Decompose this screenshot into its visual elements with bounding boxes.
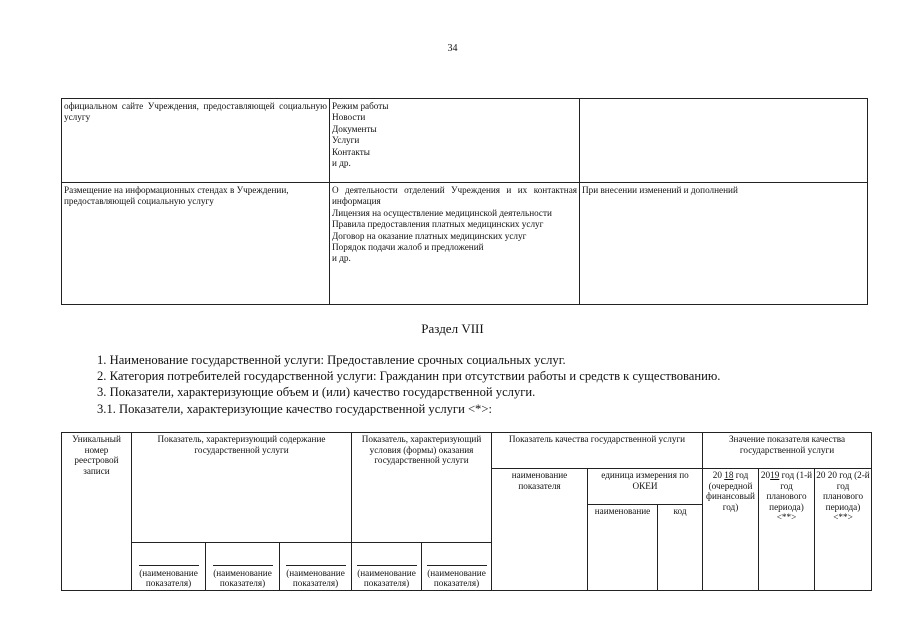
list-item: Лицензия на осуществление медицинской деятельности [332, 207, 552, 218]
year-prefix: 20 [760, 470, 771, 480]
table-row [62, 99, 868, 183]
sub-indicator-label: (наименование показателя) [139, 567, 198, 589]
sub-indicator-cell [206, 543, 280, 591]
year-caption: год (очередной финансовый год) [706, 470, 755, 512]
year-value: 19 [770, 470, 780, 480]
header-unit-name: наименование [588, 505, 658, 591]
header-year-3 [815, 469, 872, 591]
header-value: Значение показателя качества государственной услуги [703, 433, 872, 469]
list-item: Порядок подачи жалоб и предложений [332, 242, 484, 253]
items-list [97, 352, 720, 417]
list-item: Документы [332, 123, 377, 134]
year-caption: год (2-й год планового периода) <**> [822, 470, 870, 523]
list-item: и др. [332, 253, 351, 264]
header-unit: единица измерения по ОКЕИ [588, 469, 703, 505]
list-item: Договор на оказание платных медицинских услуг [332, 230, 527, 241]
header-unique-number: Уникальный номер реестровой записи [62, 433, 132, 591]
header-content: Показатель, характеризующий содержание государственной услуги [132, 433, 352, 543]
year-prefix: 20 [816, 470, 826, 480]
cell-text: официальном сайте Учреждения, предоставляющей социальную услугу [64, 101, 327, 123]
header-unit-code: код [658, 505, 703, 591]
sub-indicator-label: (наименование показателя) [213, 567, 272, 589]
page-number: 34 [447, 43, 458, 54]
list-item: 2. Категория потребителей государственной услуги: Гражданин при отсутствии работы и средств к существованию. [97, 369, 721, 384]
sub-indicator-label: (наименование показателя) [357, 567, 416, 589]
list-item: 3.1. Показатели, характеризующие качество государственной услуги <*>: [97, 401, 492, 416]
year-value: 18 [724, 470, 734, 480]
header-year-2 [759, 469, 815, 591]
sub-indicator-cell [422, 543, 492, 591]
list-item: Режим работы [332, 101, 389, 111]
sub-indicator-cell [352, 543, 422, 591]
section-title: Раздел VIII [421, 321, 484, 336]
sub-indicator-cell [132, 543, 206, 591]
blank-line [213, 565, 273, 566]
table-cell [62, 99, 330, 183]
sub-indicator-label: (наименование показателя) [427, 567, 486, 589]
blank-line [427, 565, 487, 566]
table-row [62, 183, 868, 305]
year-caption: год (1-й год планового периода) <**> [766, 470, 813, 523]
header-conditions: Показатель, характеризующий условия (формы) оказания государственной услуги [352, 433, 492, 543]
header-quality: Показатель качества государственной услуги [492, 433, 703, 469]
cell-text: При внесении изменений и дополнений [582, 185, 738, 195]
cell-text: Размещение на информационных стендах в Учреждении, предоставляющей социальную услугу [64, 185, 289, 207]
sub-indicator-label: (наименование показателя) [286, 567, 345, 589]
year-value: 20 [827, 470, 837, 480]
table-cell [580, 183, 868, 305]
list-item: О деятельности отделений Учреждения и их контактная информация [332, 185, 577, 207]
list-item: и др. [332, 158, 351, 169]
table-cell [62, 183, 330, 305]
table-cell [330, 183, 580, 305]
list-item: Услуги [332, 135, 360, 146]
blank-line [139, 565, 199, 566]
table-row [62, 433, 872, 469]
quality-indicators-table [61, 432, 872, 591]
year-prefix: 20 [712, 470, 722, 480]
header-indicator-name: наименование показателя [492, 469, 588, 591]
blank-line [286, 565, 346, 566]
information-table [61, 98, 868, 305]
sub-indicator-cell [280, 543, 352, 591]
list-item: 3. Показатели, характеризующие объем и (или) качество государственной услуги. [97, 385, 536, 400]
list-item: Новости [332, 112, 366, 123]
table-cell [330, 99, 580, 183]
blank-line [357, 565, 417, 566]
list-item: Контакты [332, 146, 370, 157]
header-year-1 [703, 469, 759, 591]
list-item: Правила предоставления платных медицинских услуг [332, 219, 544, 230]
list-item: 1. Наименование государственной услуги: Предоставление срочных социальных услуг. [97, 353, 566, 367]
table-cell [580, 99, 868, 183]
